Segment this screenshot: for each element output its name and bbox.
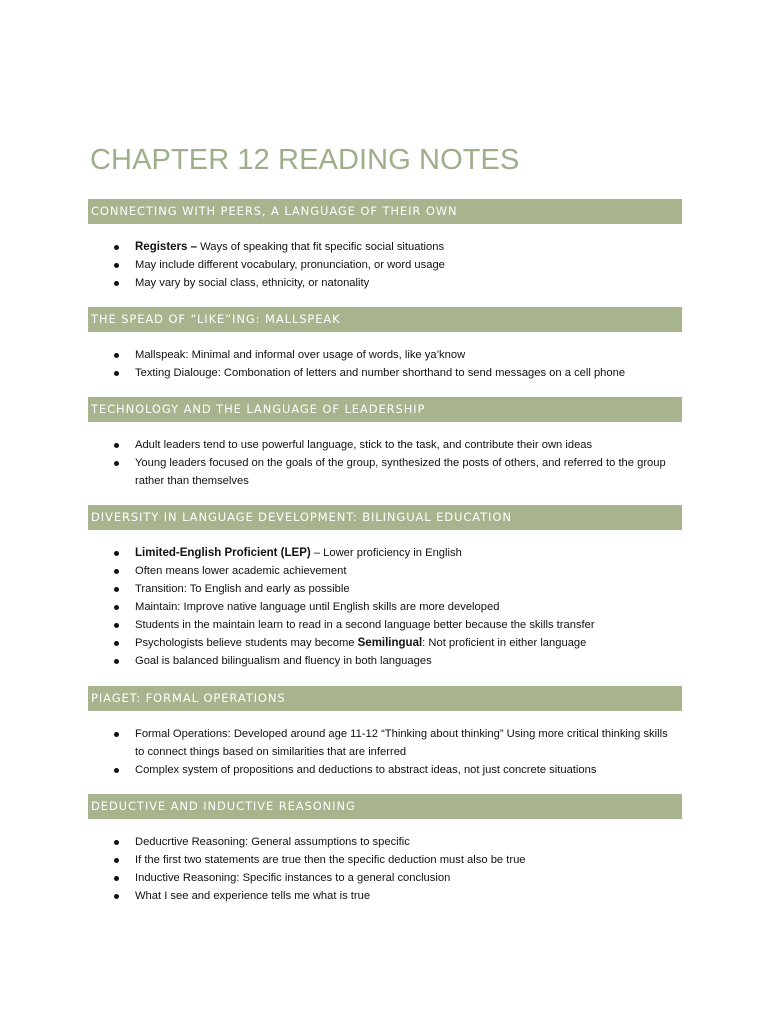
bullet-dot [114,605,119,610]
item-text: Psychologists believe students may become [135,637,358,649]
bullet-list [88,346,682,382]
list-item [88,887,682,905]
bullet-list [88,436,682,490]
bullet-dot [114,641,119,646]
item-text: Formal Operations: Developed around age 11-12 “Thinking about thinking” Using more critical thinking skills to connect things based on similarities that are inferred [135,728,668,758]
item-text: Inductive Reasoning: Specific instances to a general conclusion [135,872,451,884]
bullet-dot [114,353,119,358]
item-text: Maintain: Improve native language until English skills are more developed [135,601,500,613]
bullet-dot [114,551,119,556]
list-item [88,761,682,779]
bullet-dot [114,894,119,899]
bullet-dot [114,461,119,466]
bullet-dot [114,443,119,448]
item-text: Ways of speaking that fit specific social situations [197,241,445,253]
bullet-list [88,725,682,779]
item-text: Goal is balanced bilingualism and fluency in both languages [135,655,432,667]
bullet-dot [114,587,119,592]
section-heading: DEDUCTIVE AND INDUCTIVE REASONING [88,794,682,819]
list-item [88,634,682,652]
list-item [88,851,682,869]
item-text: What I see and experience tells me what is true [135,890,371,902]
bullet-dot [114,659,119,664]
list-item [88,598,682,616]
item-text: Students in the maintain learn to read in a second language better because the skills transfer [135,619,595,631]
list-item [88,580,682,598]
bullet-list [88,238,682,292]
bullet-dot [114,281,119,286]
item-text: May include different vocabulary, pronunciation, or word usage [135,259,445,271]
list-item [88,869,682,887]
bullet-list [88,544,682,670]
bullet-dot [114,371,119,376]
section-heading: CONNECTING WITH PEERS, A LANGUAGE OF THEIR OWN [88,199,682,224]
list-item [88,364,682,382]
list-item [88,652,682,670]
item-text: Young leaders focused on the goals of the group, synthesized the posts of others, and referred to the group rather than themselves [135,457,666,487]
section-heading: THE SPEAD OF “LIKE”ING: MALLSPEAK [88,307,682,332]
item-text: : Not proficient in either language [422,637,587,649]
bullet-list [88,833,682,905]
item-text: Often means lower academic achievement [135,565,347,577]
section-bilingual-education [88,505,682,670]
section-heading: DIVERSITY IN LANGUAGE DEVELOPMENT: BILINGUAL EDUCATION [88,505,682,530]
item-text: Deducrtive Reasoning: General assumptions to specific [135,836,410,848]
item-text: – Lower proficiency in English [310,547,462,559]
list-item [88,562,682,580]
term-label: Semilingual [357,637,423,649]
term-label: Limited-English Proficient (LEP) [135,547,311,559]
bullet-dot [114,263,119,268]
item-text: Complex system of propositions and deductions to abstract ideas, not just concrete situations [135,764,597,776]
section-mallspeak [88,307,682,382]
bullet-dot [114,569,119,574]
item-text: Transition: To English and early as possible [135,583,350,595]
section-formal-operations [88,686,682,779]
list-item [88,274,682,292]
list-item [88,616,682,634]
bullet-dot [114,858,119,863]
list-item [88,436,682,454]
bullet-dot [114,840,119,845]
section-connecting-with-peers [88,199,682,292]
section-leadership-language [88,397,682,490]
list-item [88,833,682,851]
section-heading: PIAGET: FORMAL OPERATIONS [88,686,682,711]
term-label: Registers – [135,241,198,253]
list-item [88,544,682,562]
item-text: Mallspeak: Minimal and informal over usage of words, like ya’know [135,349,466,361]
list-item [88,454,682,490]
list-item [88,256,682,274]
list-item [88,725,682,761]
section-heading: TECHNOLOGY AND THE LANGUAGE OF LEADERSHIP [88,397,682,422]
list-item [88,346,682,364]
item-text: Adult leaders tend to use powerful language, stick to the task, and contribute their own ideas [135,439,593,451]
item-text: If the first two statements are true then the specific deduction must also be true [135,854,526,866]
list-item [88,238,682,256]
bullet-dot [114,876,119,881]
bullet-dot [114,768,119,773]
bullet-dot [114,623,119,628]
item-text: Texting Dialouge: Combonation of letters and number shorthand to send messages on a cell phone [135,367,626,379]
bullet-dot [114,245,119,250]
page-title: CHAPTER 12 READING NOTES [90,144,520,176]
bullet-dot [114,732,119,737]
section-reasoning [88,794,682,905]
item-text: May vary by social class, ethnicity, or natonality [135,277,370,289]
